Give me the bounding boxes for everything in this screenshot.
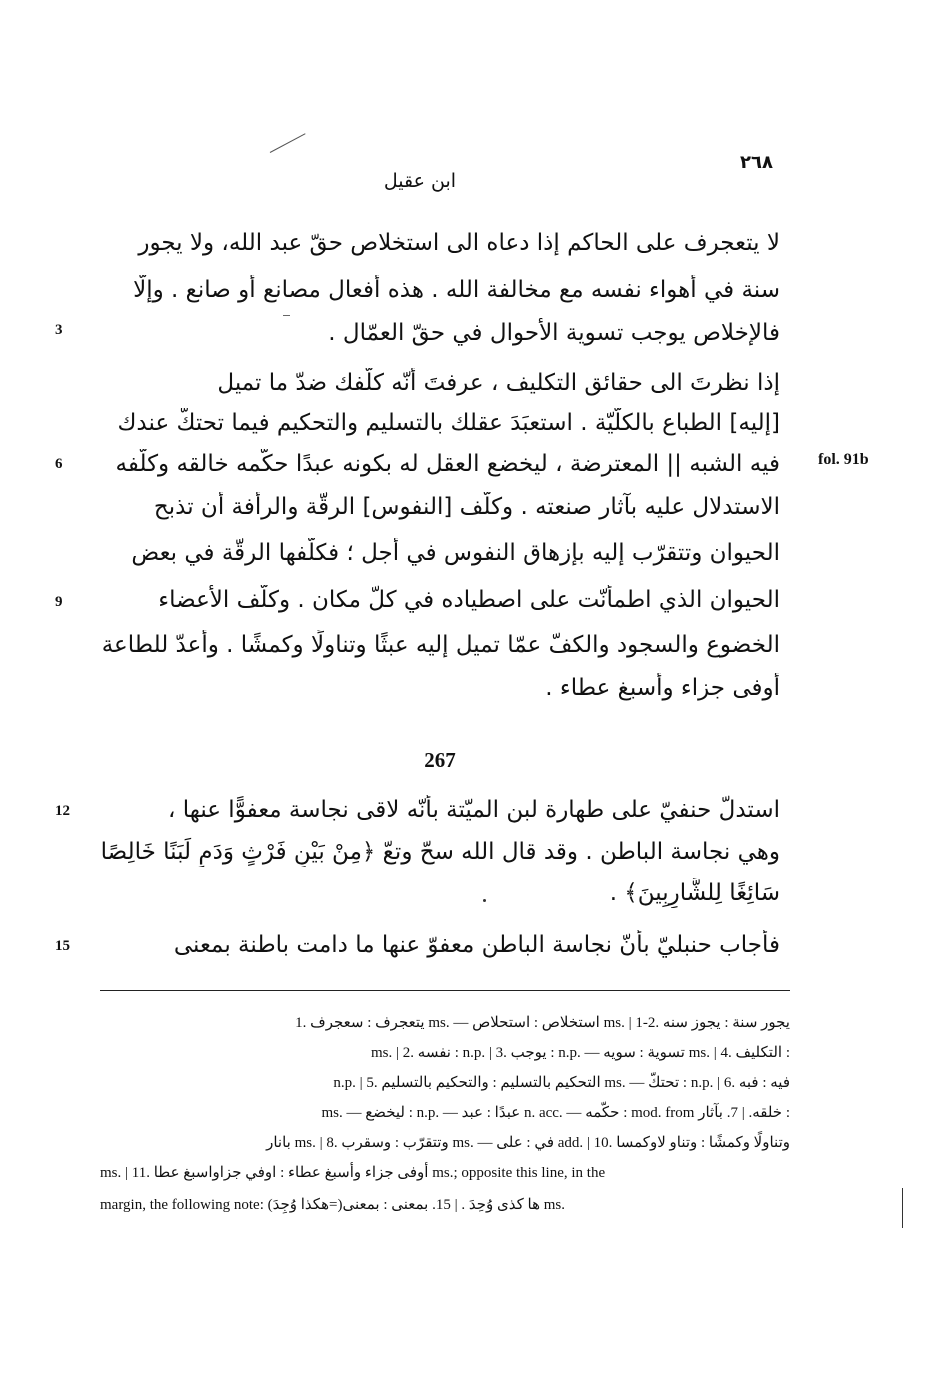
text-line: الخضوع والسجود والكفّ عمّا تميل إليه عبثًا وتناولًا وكمشًا . وأعدّ للطاعة: [101, 632, 780, 658]
running-head: ابن عقيل: [383, 170, 457, 192]
text-line: لا يتعجرف على الحاكم إذا دعاه الى استخلاص حقّ عبد الله، ولا يجور: [138, 230, 780, 256]
stray-mark: [283, 315, 290, 316]
stray-dot: [483, 899, 486, 902]
line-number: 9: [55, 594, 63, 610]
footnote-line: margin, the following note: (هكذا وُجِدَ=)ها كذى وُحِدَ . | 15. بمعنى : بمعنى ms.: [100, 1197, 566, 1213]
footnote-line: n.p. | 5. التحكيم بالتسليم : والتحكيم بالتسليم ms. — تحتكّ : n.p. | 6. فيه : فبه: [333, 1075, 790, 1091]
footnote-line: 1. يتعجرف : سعجرف ms. — استخلاص : استحلاص ms. | 1-2. يجور سنة : يجوز سنه: [295, 1015, 790, 1031]
text-line: سنة في أهواء نفسه مع مخالفة الله . هذه أفعال مصانع أو صانع . وإلّا: [133, 277, 780, 303]
line-number: 3: [55, 322, 63, 338]
text-line: الاستدلال عليه بآثار صنعته . وكلّف [النفوس] الرقّة والرأفة أن تذبح: [153, 494, 780, 520]
text-line: [إليه] الطباع بالكلّيّة . استعبَدَ عقلك بالتسليم والتحكيم فيما تحتكّ عندك: [117, 410, 780, 436]
folio-marker: fol. 91b: [818, 451, 869, 468]
text-line: فأجاب حنبليّ بأنّ نجاسة الباطن معفوّ عنها ما دامت باطنة بمعنى: [173, 932, 780, 958]
text-line: فالإخلاص يوجب تسوية الأحوال في حقّ العمّال .: [328, 320, 780, 346]
text-line: فيه الشبه || المعترضة ، ليخضع العقل له بكونه عبدًا حكّمه خالقه وكلّفه: [115, 451, 780, 477]
footnote-rule: [100, 990, 790, 991]
pen-stroke-mark: [270, 133, 306, 153]
scan-edge-mark: [902, 1188, 903, 1228]
footnote-line: بانار ms. | 8. وتتقرّب : وسقرب ms. — في : على add. | 10. وتناولًا وكمشًا : وتناو لاوكمسا: [266, 1135, 790, 1151]
text-line: الحيوان وتتقرّب إليه بإزهاق النفوس في أجل ؛ فكلّفها الرقّة في بعض: [131, 540, 780, 566]
text-line: سَائِغًا لِلشَّارِبِينَ﴾ .: [609, 880, 780, 906]
text-line: وهي نجاسة الباطن . وقد قال الله سحّ وتعّ ﴿مِنْ بَيْنِ فَرْثٍ وَدَمٍ لَبَنًا خَالِصًا: [100, 839, 780, 865]
line-number: 15: [55, 938, 70, 954]
line-number: 6: [55, 456, 63, 472]
footnote-line: ms. — ليخضع : n.p. — عبدًا : عبد n. acc. — حكّمه : mod. from خلقه. | 7. بآثار :: [321, 1105, 790, 1121]
line-number: 12: [55, 803, 70, 819]
text-line: أوفى جزاء وأسبغ عطاء .: [545, 675, 780, 701]
section-number: 267: [424, 748, 456, 772]
text-line: استدلّ حنفيّ على طهارة لبن الميّتة بأنّه لاقى نجاسة معفوًّا عنها ،: [167, 797, 780, 823]
footnote-line: ms. | 11. أوفى جزاء وأسبغ عطاء : اوفي جزاواسبغ عطا ms.; opposite this line, in the: [100, 1165, 606, 1181]
page-number: ٢٦٨: [740, 152, 773, 173]
text-line: إذا نظرتَ الى حقائق التكليف ، عرفتَ أنّه كلّفك ضدّ ما تميل: [217, 370, 780, 396]
footnote-line: ms. | 2. نفسه : n.p. | 3. يوجب : n.p. — تسوية : سويه ms. | 4. التكليف :: [371, 1045, 790, 1061]
text-line: الحيوان الذي اطمأنّت على اصطياده في كلّ مكان . وكلّف الأعضاء: [158, 587, 780, 613]
